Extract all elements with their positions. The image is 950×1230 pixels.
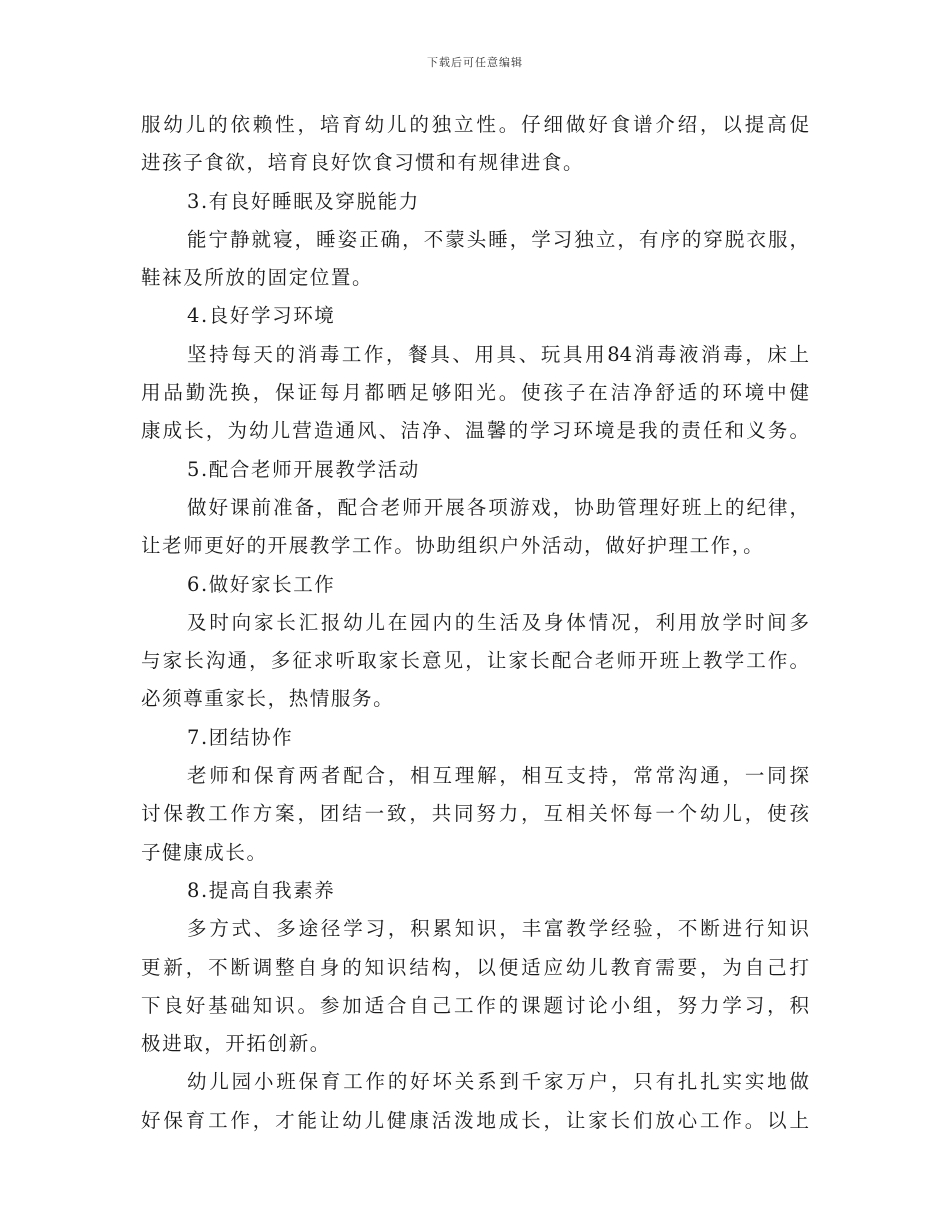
text-line: 鞋袜及所放的固定位置。	[141, 266, 374, 290]
text-line: 更新，不断调整自身的知识结构，以便适应幼儿教育需要，为自己打	[141, 955, 809, 979]
text-line: 与家长沟通，多征求听取家长意见，让家长配合老师开班上教学工作。	[141, 649, 809, 673]
text-line: 5.配合老师开展教学活动	[187, 457, 420, 481]
text-line: 及时向家长汇报幼儿在园内的生活及身体情况，利用放学时间多	[187, 610, 809, 634]
text-line: 幼儿园小班保育工作的好坏关系到千家万户，只有扎扎实实地做	[187, 1070, 809, 1094]
text-line: 让老师更好的开展教学工作。协助组织户外活动，做好护理工作，。	[141, 534, 765, 558]
text-line: 老师和保育两者配合，相互理解，相互支持，常常沟通，一同探	[187, 764, 809, 788]
text-line: 多方式、多途径学习，积累知识，丰富教学经验，不断进行知识	[187, 917, 809, 941]
text-line: 能宁静就寝，睡姿正确，不蒙头睡，学习独立，有序的穿脱衣服，	[187, 227, 809, 251]
text-line: 用品勤洗换，保证每月都晒足够阳光。使孩子在洁净舒适的环境中健	[141, 381, 809, 405]
text-line: 做好课前准备，配合老师开展各项游戏，协助管理好班上的纪律，	[187, 495, 809, 519]
text-line: 必须尊重家长，热情服务。	[141, 687, 395, 711]
document-body	[141, 106, 809, 1140]
text-line: 好保育工作，才能让幼儿健康活泼地成长，让家长们放心工作。以上	[141, 1108, 809, 1132]
text-line: 康成长，为幼儿营造通风、洁净、温馨的学习环境是我的责任和义务。	[141, 419, 809, 443]
text-line: 坚持每天的消毒工作，餐具、用具、玩具用84消毒液消毒，床上	[187, 342, 809, 366]
text-line: 进孩子食欲，培育良好饮食习惯和有规律进食。	[141, 151, 585, 175]
text-line: 子健康成长。	[141, 840, 268, 864]
text-line: 8.提高自我素养	[187, 878, 336, 902]
text-line: 3.有良好睡眠及穿脱能力	[187, 189, 420, 213]
text-line: 下良好基础知识。参加适合自己工作的课题讨论小组，努力学习，积	[141, 993, 809, 1017]
text-line: 极进取，开拓创新。	[141, 1032, 331, 1056]
page-header: 下载后可任意编辑	[427, 56, 523, 69]
text-line: 7.团结协作	[187, 725, 294, 749]
text-line: 服幼儿的依赖性，培育幼儿的独立性。仔细做好食谱介绍，以提高促	[141, 113, 809, 136]
text-line: 4.良好学习环境	[187, 304, 336, 328]
text-line: 讨保教工作方案，团结一致，共同努力，互相关怀每一个幼儿，使孩	[141, 802, 809, 826]
text-line: 6.做好家长工作	[187, 572, 336, 596]
